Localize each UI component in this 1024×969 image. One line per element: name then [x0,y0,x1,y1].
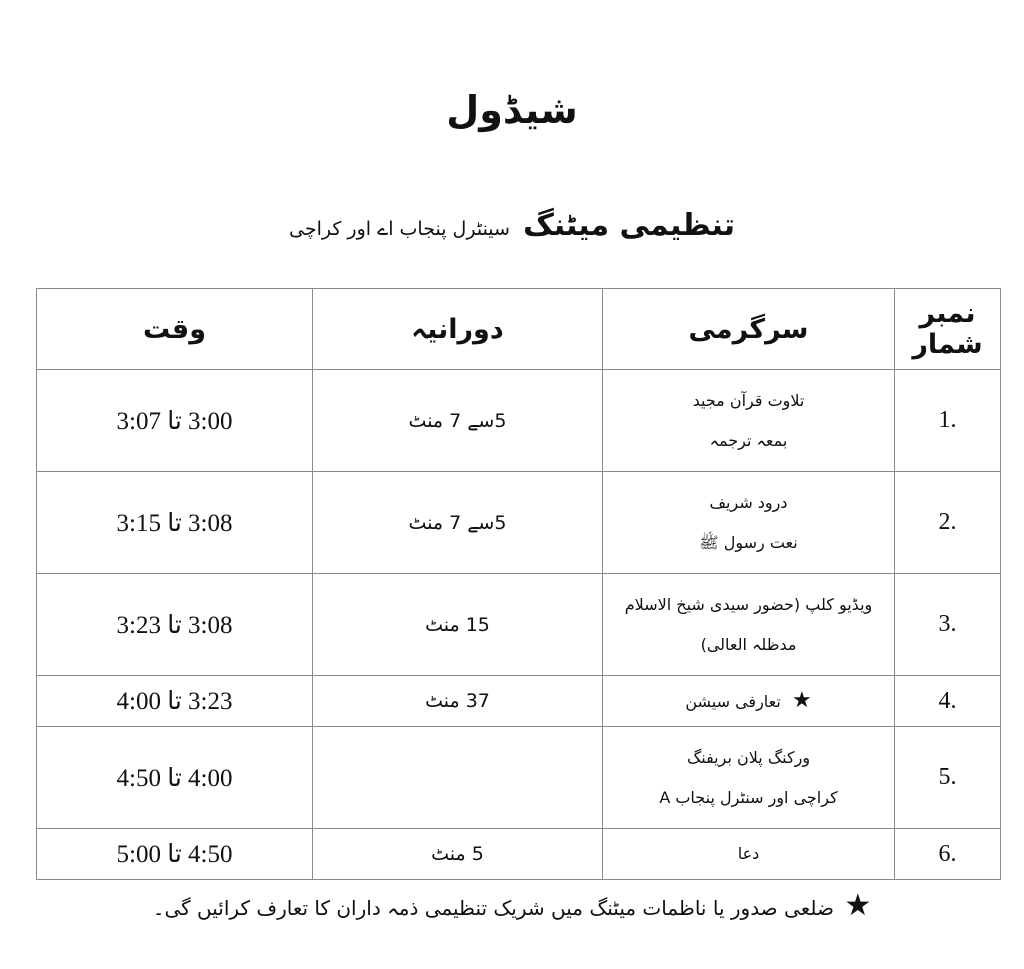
meeting-subtitle [0,208,1024,243]
activity-subline: نعت رسول ﷺ [699,532,798,552]
row-number: 3. [895,574,1001,676]
row-duration [313,727,603,829]
activity-line: تعارفی سیشن [685,691,781,711]
row-activity [603,727,895,829]
row-time: 4:50 تا 5:00 [37,829,313,880]
row-time: 3:00 تا 3:07 [37,370,313,472]
row-activity [603,829,895,880]
table-row [37,574,1001,676]
row-time: 4:00 تا 4:50 [37,727,313,829]
row-activity [603,472,895,574]
activity-line: تلاوت قرآن مجید [692,391,805,411]
footnote-text: ضلعی صدور یا ناظمات میٹنگ میں شریک تنظیمی ذمہ داران کا تعارف کرائیں گی۔ [152,896,834,920]
activity-subline: کراچی اور سنٹرل پنجاب A [659,787,838,807]
table-row [37,370,1001,472]
page-title: شیڈول [446,88,578,132]
row-time: 3:08 تا 3:23 [37,574,313,676]
row-duration: 5 منٹ [313,829,603,880]
table-row [37,472,1001,574]
row-activity [603,370,895,472]
row-number: 6. [895,829,1001,880]
table-row [37,727,1001,829]
row-duration: 5سے 7 منٹ [313,472,603,574]
row-number: 1. [895,370,1001,472]
row-activity [603,574,895,676]
star-icon: ★ [791,687,812,713]
footnote [0,888,1024,923]
schedule-table [36,288,1001,880]
row-number: 4. [895,676,1001,727]
row-number: 5. [895,727,1001,829]
activity-subline: بمعہ ترجمہ [709,430,788,450]
subtitle-main: تنظیمی میٹنگ [523,208,735,243]
row-activity [603,676,895,727]
activity-line: دعا [737,844,760,864]
activity-line: ویڈیو کلپ (حضور سیدی شیخ الاسلام [624,595,873,615]
activity-line: ورکنگ پلان بریفنگ [686,748,811,768]
row-time: 3:08 تا 3:15 [37,472,313,574]
row-duration: 15 منٹ [313,574,603,676]
header-duration: دورانیہ [313,289,603,370]
row-time: 3:23 تا 4:00 [37,676,313,727]
header-number: نمبر شمار [895,289,1001,370]
activity-subline: مدظلہ العالی) [700,634,797,654]
subtitle-region: سینٹرل پنجاب اے اور کراچی [289,218,510,240]
table-header-row [37,289,1001,370]
header-activity: سرگرمی [603,289,895,370]
activity-line: درود شریف [709,493,788,513]
row-duration: 5سے 7 منٹ [313,370,603,472]
star-icon: ★ [844,888,872,923]
row-number: 2. [895,472,1001,574]
table-row [37,829,1001,880]
table-row [37,676,1001,727]
header-time: وقت [37,289,313,370]
row-duration: 37 منٹ [313,676,603,727]
